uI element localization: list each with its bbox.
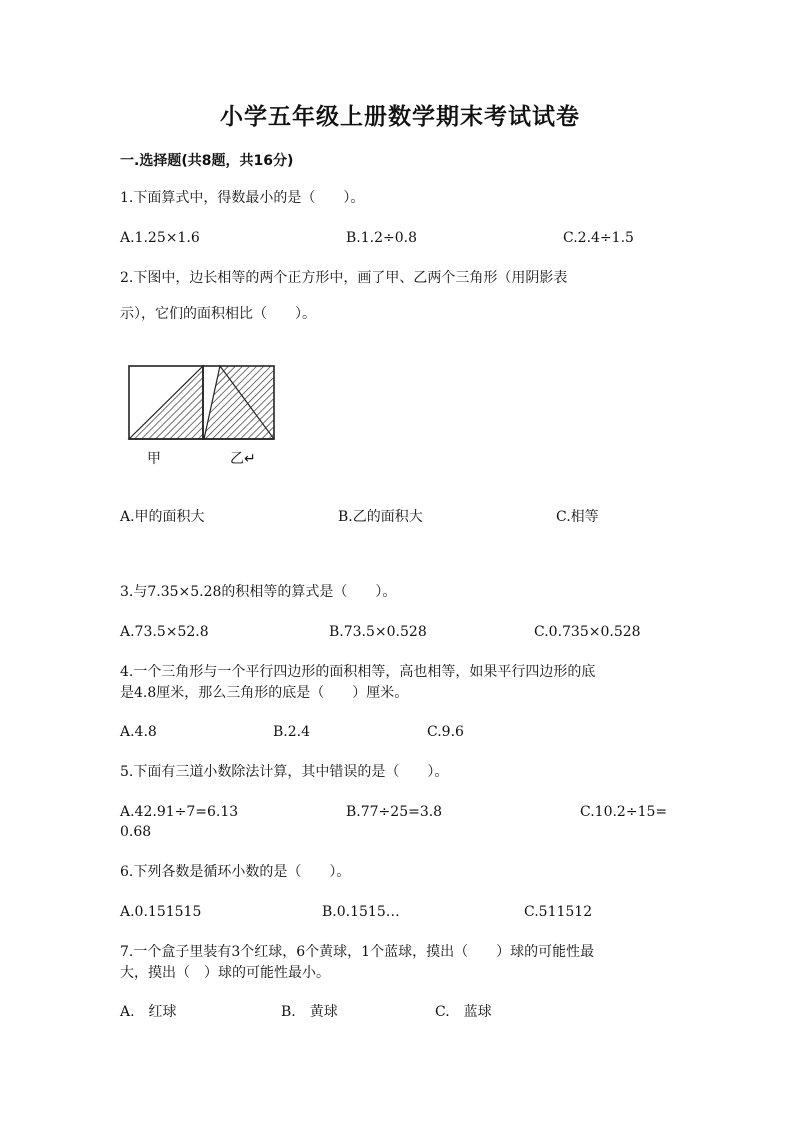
question-5-option-b: B.77÷25=3.8 — [346, 804, 443, 820]
question-1-option-c: C.2.4÷1.5 — [563, 230, 634, 246]
question-4-option-a: A.4.8 — [120, 724, 157, 740]
question-7-option-c: C. 蓝球 — [435, 1004, 492, 1020]
question-1-option-a: A.1.25×1.6 — [120, 230, 200, 246]
question-1-option-b: B.1.2÷0.8 — [346, 230, 417, 246]
question-6-option-a: A.0.151515 — [120, 904, 202, 920]
question-4-text-line-1: 4.一个三角形与一个平行四边形的面积相等，高也相等，如果平行四边形的底 — [120, 664, 596, 680]
question-6-text: 6.下列各数是循环小数的是（ ）。 — [120, 864, 351, 880]
question-2-text-line-1: 2.下图中，边长相等的两个正方形中，画了甲、乙两个三角形（用阴影表 — [120, 270, 568, 286]
question-4-option-b: B.2.4 — [273, 724, 311, 740]
page-title: 小学五年级上册数学期末考试试卷 — [220, 104, 580, 130]
question-6-option-b: B.0.1515… — [322, 904, 400, 920]
question-2-option-b: B.乙的面积大 — [338, 509, 423, 525]
question-6-option-c: C.511512 — [524, 904, 593, 920]
question-7-text-line-1: 7.一个盒子里装有3个红球，6个黄球，1个蓝球，摸出（ ）球的可能性最 — [120, 944, 595, 960]
question-4-text-line-2: 是4.8厘米，那么三角形的底是（ ）厘米。 — [120, 685, 409, 701]
question-3-option-a: A.73.5×52.8 — [120, 624, 209, 640]
label-yi: 乙↵ — [230, 451, 256, 467]
question-3-option-b: B.73.5×0.528 — [329, 624, 427, 640]
question-2-text-line-2: 示），它们的面积相比（ ）。 — [120, 306, 316, 322]
triangle-jia — [129, 366, 203, 439]
question-4-option-c: C.9.6 — [427, 724, 464, 740]
question-5-option-c: C.10.2÷15= — [580, 804, 668, 820]
question-1-text: 1.下面算式中，得数最小的是（ ）。 — [120, 190, 365, 206]
label-jia: 甲 — [147, 451, 161, 467]
question-2-option-c: C.相等 — [556, 509, 599, 525]
question-5-option-c-continued: 0.68 — [120, 824, 152, 840]
section-heading: 一.选择题(共8题，共16分) — [120, 153, 294, 169]
question-5-option-a: A.42.91÷7=6.13 — [120, 804, 239, 820]
question-7-option-a: A. 红球 — [120, 1004, 177, 1020]
question-7-text-line-2: 大，摸出（ ）球的可能性最小。 — [120, 965, 330, 981]
question-5-text: 5.下面有三道小数除法计算，其中错误的是（ ）。 — [120, 764, 449, 780]
question-3-option-c: C.0.735×0.528 — [534, 624, 641, 640]
question-2-option-a: A.甲的面积大 — [120, 509, 205, 525]
triangle-figure — [126, 362, 286, 476]
question-7-option-b: B. 黄球 — [281, 1004, 338, 1020]
question-3-text: 3.与7.35×5.28的积相等的算式是（ ）。 — [120, 584, 397, 600]
